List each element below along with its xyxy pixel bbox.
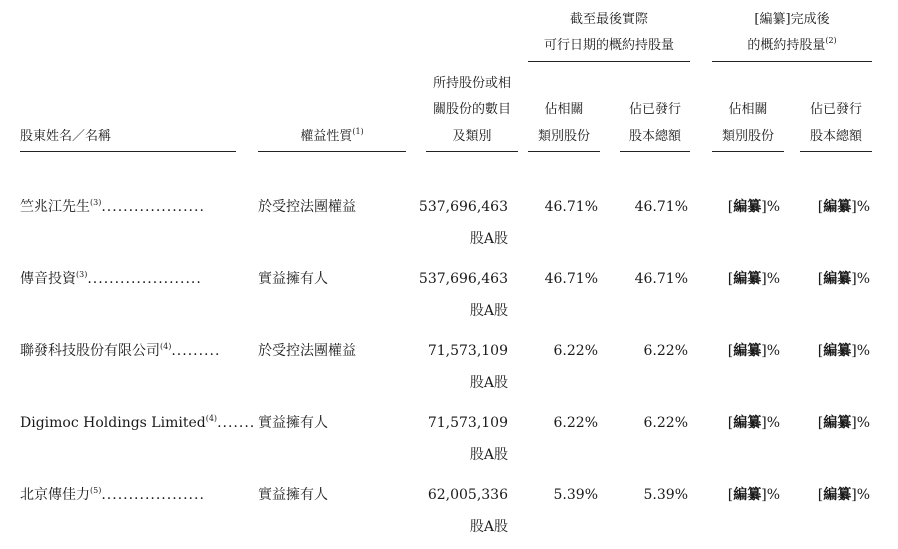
col-header-shares-line1: 所持股份或相 xyxy=(432,76,511,91)
footnote-ref: (3) xyxy=(90,198,102,207)
table-row-name xyxy=(20,197,205,217)
col-header-after-class-rule xyxy=(712,151,784,152)
group-header-after-rule xyxy=(712,61,872,62)
shareholder-name: 聯發科技股份有限公司 xyxy=(20,343,160,359)
redacted-text: 編纂 xyxy=(733,343,762,359)
pct-after-total xyxy=(788,341,870,361)
col-header-after-total-line2: 股本總額 xyxy=(809,129,862,144)
group-header-after-suffix: ]完成後 xyxy=(785,12,830,27)
col-header-name-rule xyxy=(20,151,236,152)
col-header-shares-rule xyxy=(426,151,518,152)
pct-after-class xyxy=(700,485,780,505)
shareholder-name: Digimoc Holdings Limited xyxy=(20,415,206,431)
bracket-close: ]% xyxy=(761,415,780,431)
shares-number: 537,696,463 xyxy=(418,271,508,287)
redacted-text: 編纂 xyxy=(823,271,852,287)
col-header-pct-class-line2: 類別股份 xyxy=(537,129,590,144)
group-header-current-line2: 可行日期的概約持股量 xyxy=(543,38,674,53)
pct-of-class: 6.22% xyxy=(553,343,598,359)
redacted-text: 編纂 xyxy=(759,12,786,27)
table-row-name xyxy=(20,269,202,289)
group-header-after-line2 xyxy=(712,35,872,57)
pct-of-class: 5.39% xyxy=(553,487,598,503)
leader-dots: ....... xyxy=(217,415,256,431)
redacted-text: 編纂 xyxy=(823,343,852,359)
col-header-nature xyxy=(258,126,406,148)
col-header-pct-class-rule xyxy=(528,151,600,152)
bracket-open: [ xyxy=(727,415,734,431)
col-header-pct-total-line1: 佔已發行 xyxy=(628,102,681,117)
col-header-after-total-line1: 佔已發行 xyxy=(809,102,862,117)
bracket-close: ]% xyxy=(761,343,780,359)
group-header-current-line1: 截至最後實際 xyxy=(569,12,648,27)
bracket-open: [ xyxy=(754,12,760,27)
shares-number: 71,573,109 xyxy=(427,343,508,359)
pct-of-total: 46.71% xyxy=(634,199,688,215)
bracket-open: [ xyxy=(727,271,734,287)
bracket-open: [ xyxy=(817,487,824,503)
redacted-text: 編纂 xyxy=(733,415,762,431)
interest-nature: 實益擁有人 xyxy=(258,487,328,503)
shares-number: 537,696,463 xyxy=(418,199,508,215)
col-header-shares-line3: 及類別 xyxy=(452,129,492,144)
bracket-open: [ xyxy=(817,415,824,431)
interest-nature: 於受控法團權益 xyxy=(258,199,356,215)
bracket-close: ]% xyxy=(851,199,870,215)
col-header-pct-total-rule xyxy=(620,151,690,152)
footnote-ref: (5) xyxy=(90,486,102,495)
interest-nature: 於受控法團權益 xyxy=(258,343,356,359)
table-row-name xyxy=(20,341,220,361)
pct-after-class xyxy=(700,197,780,217)
col-header-shares-line2: 關股份的數目 xyxy=(432,102,511,117)
share-class: 股A股 xyxy=(469,375,508,391)
leader-dots: ................... xyxy=(101,487,205,503)
pct-after-total xyxy=(788,413,870,433)
pct-of-class: 6.22% xyxy=(553,415,598,431)
share-class: 股A股 xyxy=(469,447,508,463)
shares-number: 71,573,109 xyxy=(427,415,508,431)
leader-dots: ......... xyxy=(171,343,221,359)
share-class: 股A股 xyxy=(469,519,508,535)
footnote-ref: (2) xyxy=(825,36,837,45)
table-row-name xyxy=(20,413,255,433)
group-header-after-line1 xyxy=(712,9,872,31)
col-header-after-class-line1: 佔相關 xyxy=(728,102,768,117)
pct-of-total: 5.39% xyxy=(643,487,688,503)
shares-number: 62,005,336 xyxy=(427,487,508,503)
pct-after-total xyxy=(788,197,870,217)
group-header-current-rule xyxy=(528,61,690,62)
redacted-text: 編纂 xyxy=(823,415,852,431)
bracket-open: [ xyxy=(727,199,734,215)
shareholder-name: 傳音投資 xyxy=(20,271,76,287)
bracket-open: [ xyxy=(727,343,734,359)
redacted-text: 編纂 xyxy=(733,271,762,287)
redacted-text: 編纂 xyxy=(823,199,852,215)
share-class: 股A股 xyxy=(469,303,508,319)
bracket-open: [ xyxy=(817,343,824,359)
footnote-ref: (4) xyxy=(160,342,172,351)
share-class: 股A股 xyxy=(469,231,508,247)
footnote-ref: (4) xyxy=(205,414,218,423)
col-header-nature-rule xyxy=(258,151,406,152)
shareholder-name: 竺兆江先生 xyxy=(20,199,90,215)
pct-of-class: 46.71% xyxy=(544,199,598,215)
pct-of-total: 6.22% xyxy=(643,343,688,359)
pct-after-class xyxy=(700,269,780,289)
bracket-close: ]% xyxy=(761,487,780,503)
col-header-after-class-line2: 類別股份 xyxy=(721,129,774,144)
bracket-close: ]% xyxy=(761,271,780,287)
leader-dots: ................... xyxy=(101,199,205,215)
pct-after-class xyxy=(700,413,780,433)
bracket-open: [ xyxy=(817,199,824,215)
bracket-close: ]% xyxy=(851,343,870,359)
shareholder-name: 北京傳佳力 xyxy=(20,487,90,503)
col-header-name: 股東姓名／名稱 xyxy=(20,129,112,144)
interest-nature: 實益擁有人 xyxy=(258,271,328,287)
footnote-ref: (3) xyxy=(76,270,88,279)
footnote-ref: (1) xyxy=(352,127,364,136)
col-header-pct-class-line1: 佔相關 xyxy=(544,102,584,117)
bracket-close: ]% xyxy=(851,271,870,287)
bracket-open: [ xyxy=(817,271,824,287)
interest-nature: 實益擁有人 xyxy=(258,415,328,431)
bracket-close: ]% xyxy=(761,199,780,215)
group-header-after-text: 的概約持股量 xyxy=(747,38,826,53)
redacted-text: 編纂 xyxy=(733,199,762,215)
pct-after-class xyxy=(700,341,780,361)
pct-of-total: 46.71% xyxy=(634,271,688,287)
pct-after-total xyxy=(788,485,870,505)
pct-of-total: 6.22% xyxy=(643,415,688,431)
table-row-name xyxy=(20,485,205,505)
col-header-pct-total-line2: 股本總額 xyxy=(628,129,681,144)
bracket-open: [ xyxy=(727,487,734,503)
bracket-close: ]% xyxy=(851,415,870,431)
pct-after-total xyxy=(788,269,870,289)
redacted-text: 編纂 xyxy=(823,487,852,503)
col-header-nature-text: 權益性質 xyxy=(300,129,353,144)
col-header-after-total-rule xyxy=(800,151,872,152)
redacted-text: 編纂 xyxy=(733,487,762,503)
bracket-close: ]% xyxy=(851,487,870,503)
pct-of-class: 46.71% xyxy=(544,271,598,287)
leader-dots: ..................... xyxy=(87,271,202,287)
